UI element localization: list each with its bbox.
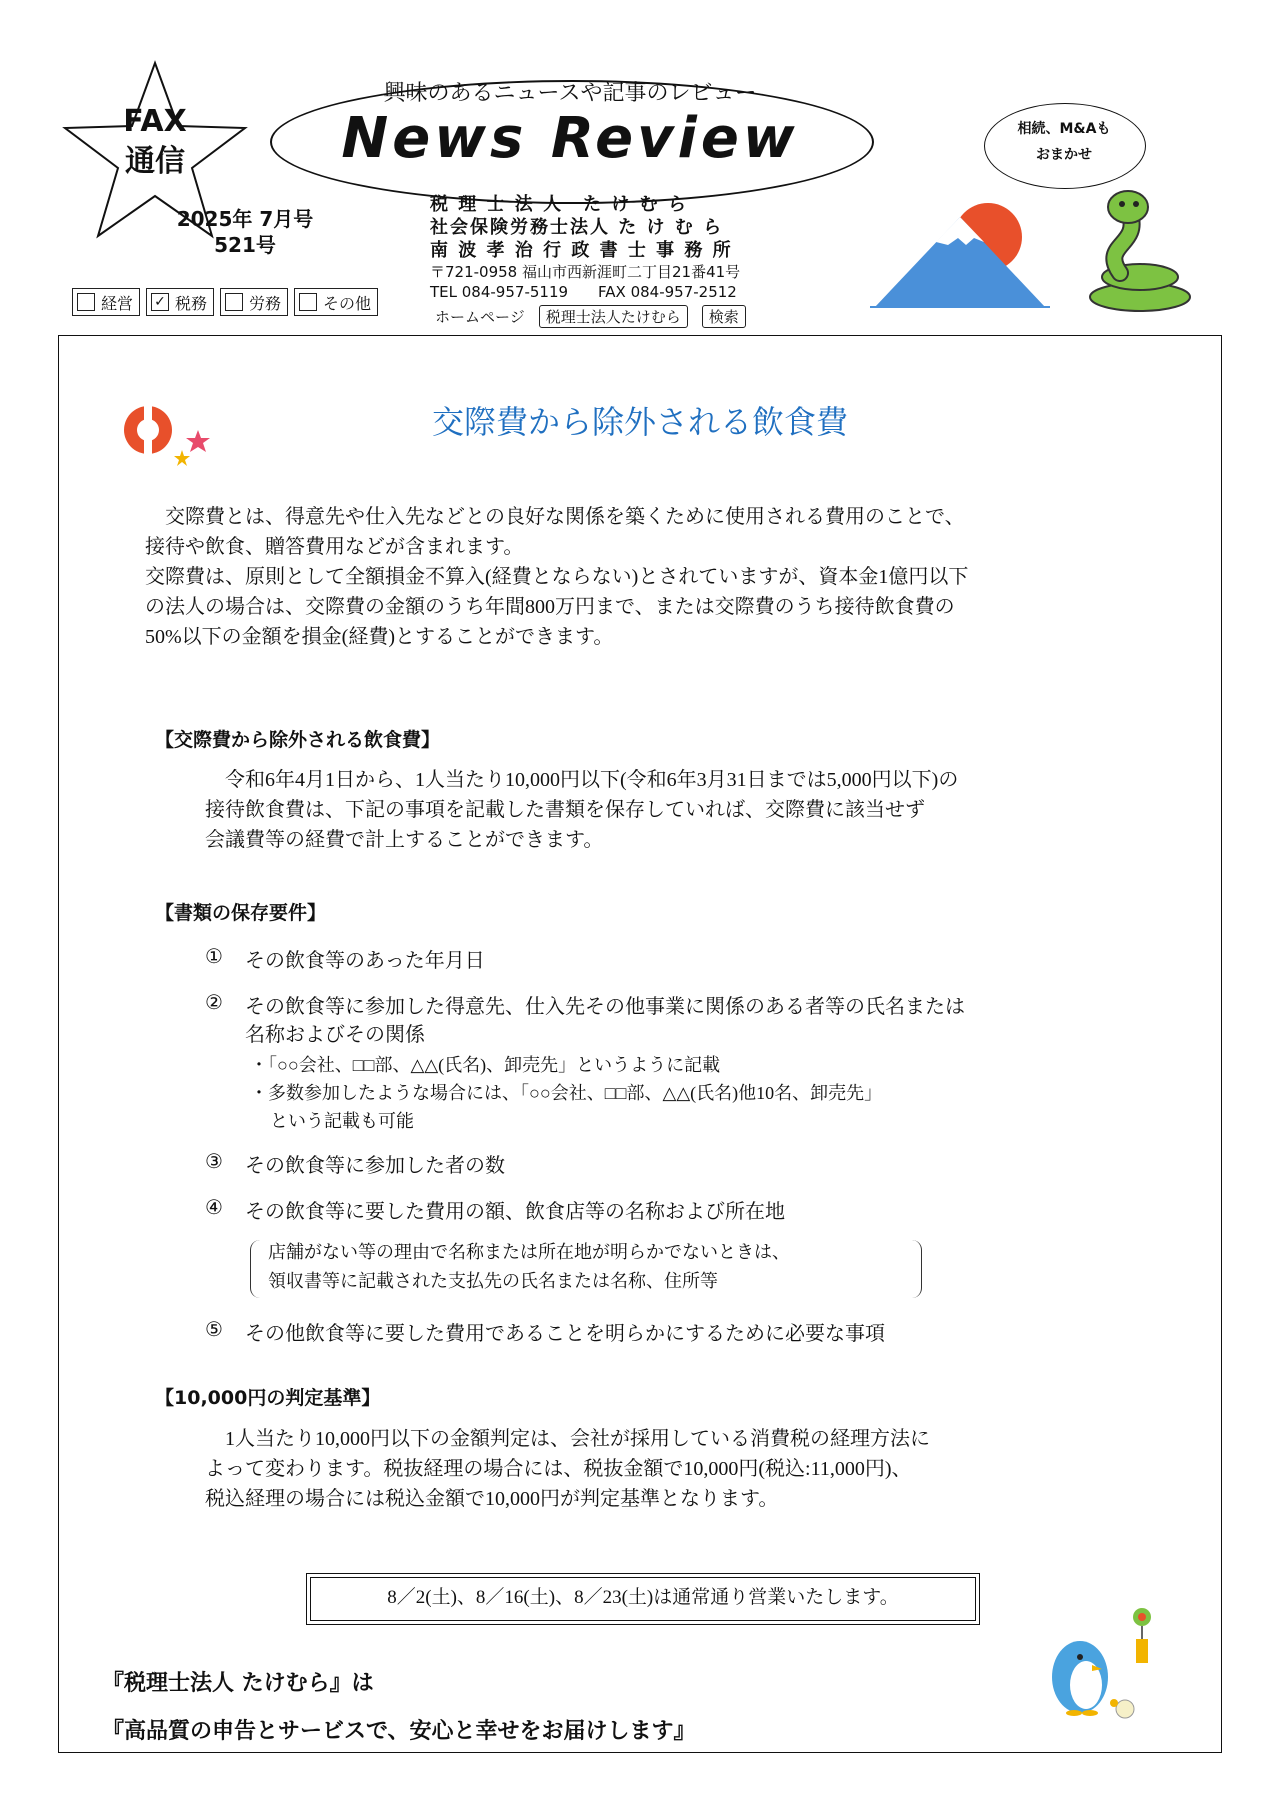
checkbox — [77, 293, 95, 311]
swim-ring-icon — [120, 400, 220, 475]
list-item: ① その飲食等のあった年月日 — [205, 946, 485, 972]
fax-badge-text — [60, 102, 250, 182]
section-heading: 【書類の保存要件】 — [155, 902, 327, 924]
contact-info — [430, 262, 740, 302]
req4-note: 店舗がない等の理由で名称または所在地が明らかでないときは、 領収書等に記載された支払先の氏名または名称、住所等 — [268, 1242, 790, 1291]
section1-paragraph: 令和6年4月1日から、1人当たり10,000円以下(令和6年3月31日までは5,000円以下)の 接待飲食費は、下記の事項を記載した書類を保存していれば、交際費に該当せず 会議費等の経費で計上することができます。 — [205, 769, 959, 851]
mount-fuji-icon — [870, 195, 1050, 315]
section3-paragraph: 1人当たり10,000円以下の金額判定は、会社が採用している消費税の経理方法に よって変わります。税抜経理の場合には、税抜金額で10,000円(税込:11,000円)、 税込経理の場合には税込金額で10,000円が判定基準となります。 — [205, 1428, 930, 1510]
tel-fax: TEL 084-957-5119 FAX 084-957-2512 — [430, 283, 737, 301]
issue-date: 2025年 7月号 — [176, 207, 314, 231]
business-notice — [306, 1573, 980, 1625]
newsletter-subtitle: 興味のあるニュースや記事のレビュー — [383, 81, 757, 106]
company-line: 南 波 孝 治 行 政 書 士 事 務 所 — [430, 240, 733, 261]
list-item: ③ その飲食等に参加した者の数 — [205, 1151, 505, 1177]
checkbox — [299, 293, 317, 311]
requirements-list: ① その飲食等のあった年月日 ② その飲食等に参加した得意先、仕入先その他事業に関係のある者等の氏名または 名称およびその関係 ・「○○会社、□□部、△△(氏名)、卸売先」というように記載 ・多数参加したような場合には、「○○会社、□□部、△△(氏名)他10名、卸売先」 という記載も可能 ③ その飲食等に参加した者の数 ④ その飲食等に要した費用の額、飲食店等の名称および所在地 — [205, 944, 1155, 1224]
penguin-icon — [1040, 1605, 1160, 1725]
company-names — [430, 193, 733, 262]
tsushin-label: 通信 — [125, 144, 185, 179]
homepage-search — [435, 305, 746, 328]
intro-paragraph: 交際費とは、得意先や仕入先などとの良好な関係を築くために使用される費用のことで、 接待や飲食、贈答費用などが含まれます。 交際費は、原則として全額損金不算入(経費とならない)とされていますが、資本金1億円以下 の法人の場合は、交際費の金額のうち年間800万円まで、または交際費のうち接待飲食費の 50%以下の金額を損金(経費)とすることができます。 — [145, 506, 969, 648]
search-button[interactable]: 検索 — [702, 305, 746, 328]
list-item: ⑤ その他飲食等に要した費用であることを明らかにするために必要な事項 — [205, 1319, 885, 1345]
category-keiei[interactable]: 経営 — [72, 288, 140, 316]
search-term-box[interactable]: 税理士法人たけむら — [539, 305, 688, 328]
section-heading: 【10,000円の判定基準】 — [155, 1387, 381, 1409]
slogan: 『税理士法人 たけむら』は 『高品質の申告とサービスで、安心と幸せをお届けします』 — [102, 1671, 696, 1744]
category-checkboxes — [72, 288, 384, 316]
category-roumu[interactable]: 労務 — [220, 288, 288, 316]
newsletter-title: News Review — [341, 106, 799, 171]
checkbox — [225, 293, 243, 311]
company-line: 社会保険労務士法人 た け む ら — [430, 217, 724, 238]
requirements-list-cont — [205, 1317, 1155, 1346]
issue-info — [160, 206, 330, 258]
list-item: ② その飲食等に参加した得意先、仕入先その他事業に関係のある者等の氏名または — [205, 992, 965, 1018]
issue-number: 521号 — [214, 233, 276, 257]
homepage-label: ホームページ — [435, 308, 525, 326]
category-zeimu[interactable]: ✓ 税務 — [146, 288, 214, 316]
checkbox-checked: ✓ — [151, 293, 169, 311]
snake-icon — [1080, 185, 1200, 315]
category-other[interactable]: その他 — [294, 288, 378, 316]
business-notice-text: 8／2(土)、8／16(土)、8／23(土)は通常通り営業いたします。 — [310, 1577, 976, 1621]
speech-bubble-text: 相続、M&Aも おまかせ — [1017, 121, 1111, 163]
list-item: ④ その飲食等に要した費用の額、飲食店等の名称および所在地 — [205, 1197, 785, 1223]
fax-label: FAX — [123, 104, 187, 139]
article-title: 交際費から除外される飲食費 — [431, 403, 848, 441]
address: 〒721-0958 福山市西新涯町二丁目21番41号 — [430, 263, 741, 281]
section-heading: 【交際費から除外される飲食費】 — [155, 729, 441, 751]
company-line: 税 理 士 法 人 た け む ら — [430, 194, 688, 215]
